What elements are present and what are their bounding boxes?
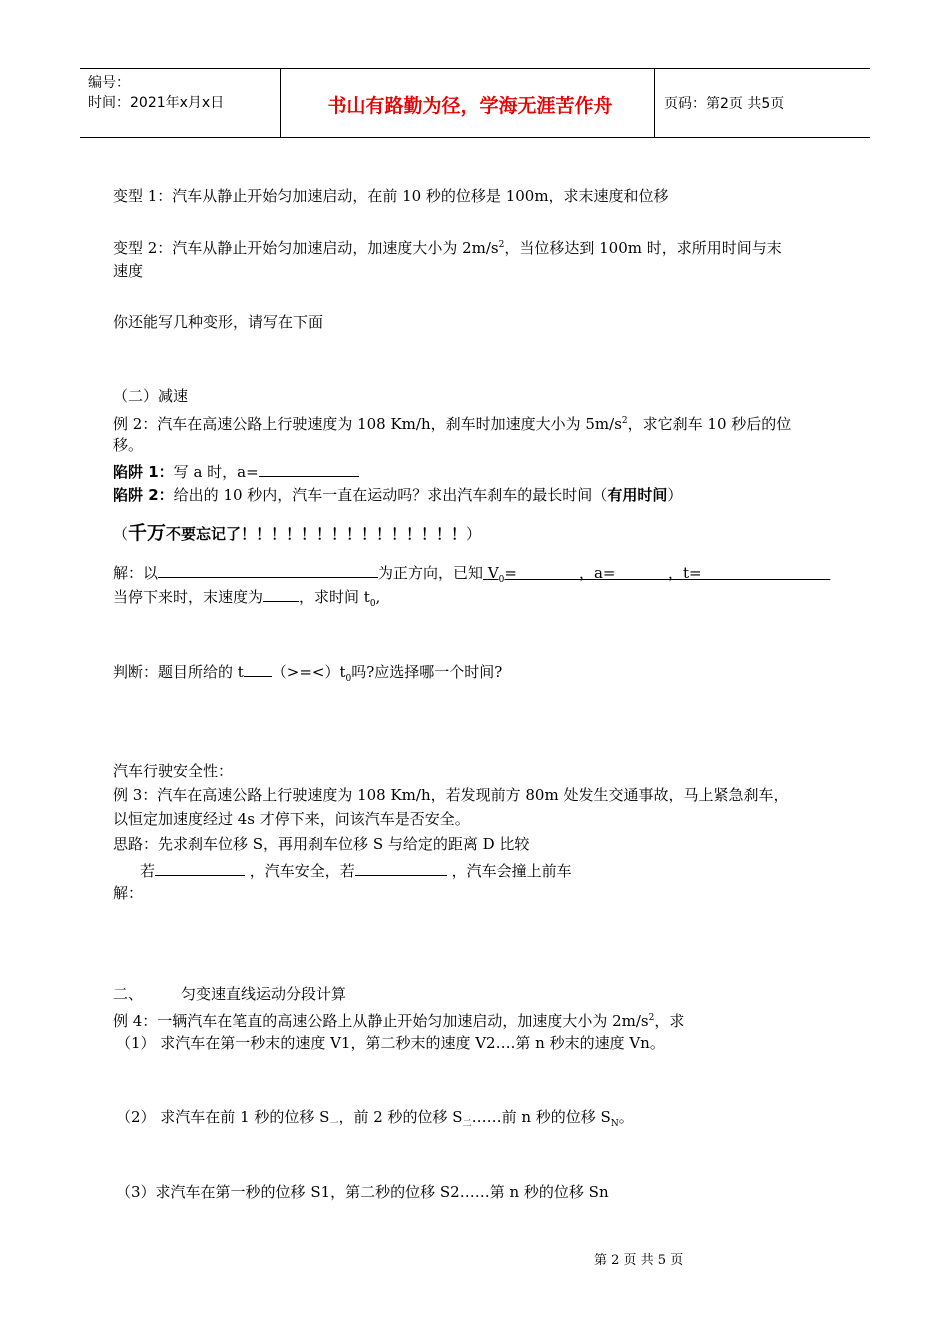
blank-line — [263, 584, 299, 602]
blank-line — [158, 560, 378, 578]
safety-heading: 汽车行驶安全性： — [113, 762, 234, 780]
variant-1: 变型 1：汽车从静止开始匀加速启动，在前 10 秒的位移是 100m，求末速度和位移 — [113, 187, 669, 205]
header-meta — [88, 73, 224, 113]
page-footer: 第 2 页 共 5 页 — [594, 1253, 684, 1268]
blank-line — [244, 659, 272, 677]
stop-line: 当停下来时，末速度为 ，求时间 $t_0$, — [113, 584, 380, 615]
solution-line: 解：以 为正方向，已知 $V_0=$ ，a= ，t= — [113, 560, 830, 591]
question-2: （2） 求汽车在前 1 秒的位移 $S_一$，前 2 秒的位移 $S_二\dots\dots$前 n 秒的位移 $S_N$。 — [116, 1108, 634, 1129]
header-time-label: 时间：2021年x月x日 — [88, 95, 225, 111]
section-2-heading: 二、 匀变速直线运动分段计算 — [113, 985, 347, 1003]
example-3-line-1: 例 3：汽车在高速公路上行驶速度为 108 Km/h，若发现前方 80m 处发生交通事故，马上紧急刹车， — [113, 786, 789, 804]
judge-line: 判断：题目所给的 t $(>=<)t_0$吗?应选择哪一个时间? — [113, 659, 502, 690]
variant-2-line-1: 变型 2：汽车从静止开始匀加速启动，加速度大小为 $2m/s^2$，当位移达到 100m 时，求所用时间与末 — [113, 239, 782, 257]
warning-line: （千万不要忘记了！！！！！！！！！！！！！！！） — [113, 522, 482, 544]
example-2-line-1: 例 2：汽车在高速公路上行驶速度为 108 Km/h，刹车时加速度大小为 $5m/s^2$，求它刹车 10 秒后的位 — [113, 415, 792, 433]
section-deceleration: （二）减速 — [113, 387, 189, 405]
solution-label: 解： — [113, 884, 144, 902]
blank-line — [259, 459, 359, 477]
header-divider — [280, 69, 281, 137]
if-line: 若 ，汽车安全，若 ，汽车会撞上前车 — [140, 858, 572, 882]
header-id-label: 编号： — [88, 75, 130, 91]
question-3: （3）求汽车在第一秒的位移 S1，第二秒的位移 S2……第 n 秒的位移 Sn — [116, 1183, 609, 1201]
variant-2-line-2: 速度 — [113, 262, 144, 280]
idea-line: 思路：先求刹车位移 S，再用刹车位移 S 与给定的距离 D 比较 — [113, 835, 530, 853]
example-4: 例 4：一辆汽车在笔直的高速公路上从静止开始匀加速启动，加速度大小为 $2m/s^2$，求 — [113, 1012, 685, 1030]
more-variants-prompt: 你还能写几种变形，请写在下面 — [113, 313, 324, 331]
trap-2: 陷阱 2：给出的 10 秒内，汽车一直在运动吗？求出汽车刹车的最长时间（有用时间） — [113, 486, 683, 504]
example-2-line-2: 移。 — [113, 436, 144, 454]
header-motto: 书山有路勤为径，学海无涯苦作舟 — [327, 95, 613, 117]
example-3-line-2: 以恒定加速度经过 4s 才停下来，问该汽车是否安全。 — [113, 810, 470, 828]
header-page-label: 页码：第2页 共5页 — [664, 96, 785, 112]
page-header — [80, 68, 870, 138]
blank-line — [155, 858, 245, 876]
blank-line — [355, 858, 447, 876]
trap-1: 陷阱 1：写 a 时，a= — [113, 459, 359, 483]
question-1: （1） 求汽车在第一秒末的速度 V1，第二秒末的速度 V2….第 n 秒末的速度 Vn。 — [116, 1034, 665, 1052]
